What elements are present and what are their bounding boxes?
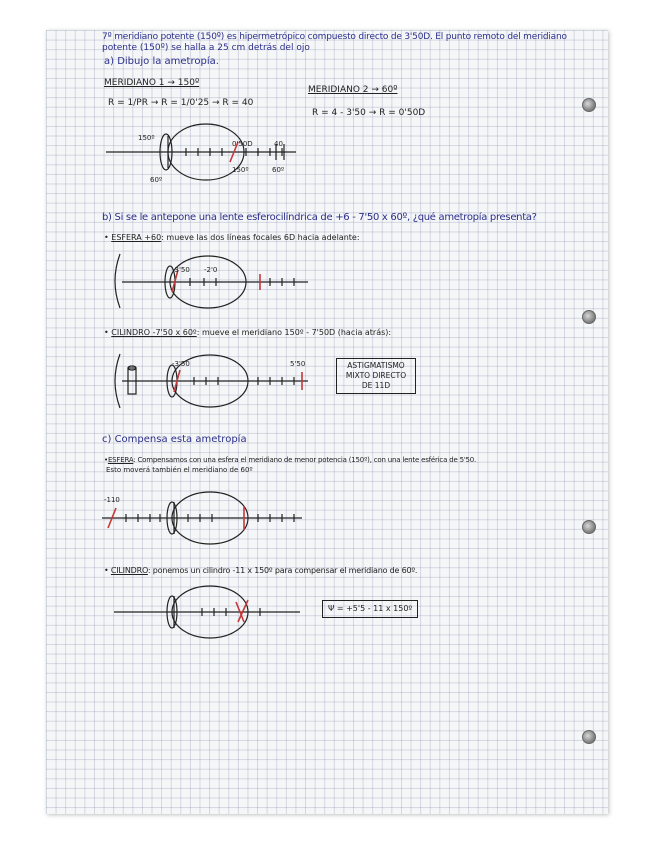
- meridiano-2-heading: MERIDIANO 2 → 60º: [308, 85, 398, 95]
- esfera-c-line: •ESFERA: Compensamos con una esfera el meridiano de menor potencia (150º), con una lente esférica de 5'50.: [104, 456, 477, 464]
- fig-a-label: 60º: [150, 176, 163, 184]
- cilindro-c-heading: CILINDRO: [110, 566, 148, 575]
- fig-b1-label: -3'50: [172, 266, 190, 274]
- fig-c1-label: -110: [104, 496, 120, 504]
- fig-b1-label: -2'0: [204, 266, 218, 274]
- header-line-1: 7º meridiano potente (150º) es hipermetrópico compuesto directo de 3'50D. El punto remoto del meridiano: [102, 32, 567, 42]
- esfera-c-heading: ESFERA: [107, 456, 134, 464]
- compensation-result-box: Ψ = +5'5 - 11 x 150º: [322, 600, 418, 618]
- fig-a-label: 40: [274, 140, 283, 148]
- section-b-title: b) Si se le antepone una lente esferocilíndrica de +6 - 7'50 x 60º, ¿qué ametropía presenta?: [102, 212, 537, 223]
- result-line: ASTIGMATISMO: [347, 361, 405, 370]
- section-c-title: c) Compensa esta ametropía: [102, 434, 247, 445]
- cilindro-c-text: : ponemos un cilindro -11 x 150º para compensar el meridiano de 60º.: [147, 566, 418, 575]
- binder-hole: [582, 98, 596, 112]
- cilindro-b-heading: CILINDRO -7'50 x 60º: [111, 328, 197, 337]
- meridiano-2-formula: R = 4 - 3'50 → R = 0'50D: [312, 108, 426, 118]
- esfera-c-text: : Compensamos con una esfera el meridiano de menor potencia (150º), con una lente esférica de 5'50.: [133, 456, 477, 464]
- fig-b2-label: 5'50: [290, 360, 306, 368]
- section-a-title: a) Dibujo la ametropía.: [104, 56, 219, 67]
- eye-diagram-c2: [110, 584, 310, 644]
- fig-b2-label: -3'50: [172, 360, 190, 368]
- esfera-c-text-2: Esto moverá también el meridiano de 60º: [106, 466, 253, 474]
- meridiano-1-heading: MERIDIANO 1 → 150º: [104, 78, 200, 88]
- fig-a-label: 0'50D: [232, 140, 253, 148]
- meridiano-1-formula: R = 1/PR → R = 1/0'25 → R = 40: [108, 98, 254, 108]
- eye-diagram-a: [106, 128, 306, 188]
- cilindro-b-text: : mueve el meridiano 150º - 7'50D (hacia atrás):: [196, 328, 392, 337]
- fig-a-label: 150º: [138, 134, 155, 142]
- esfera-b-heading: ESFERA +60: [111, 233, 162, 242]
- cilindro-b-line: • CILINDRO -7'50 x 60º: mueve el meridiano 150º - 7'50D (hacia atrás):: [104, 328, 392, 337]
- binder-hole: [582, 310, 596, 324]
- eye-diagram-c1: [102, 484, 312, 546]
- esfera-b-line: • ESFERA +60: mueve las dos líneas focales 6D hacia adelante:: [104, 233, 360, 242]
- result-line: DE 11D: [361, 381, 391, 390]
- fig-a-label: 60º: [272, 166, 285, 174]
- eye-diagram-b2: [108, 348, 318, 414]
- eye-diagram-b1: [108, 248, 308, 314]
- fig-a-label: 150º: [232, 166, 249, 174]
- binder-hole: [582, 520, 596, 534]
- header-line-2: potente (150º) se halla a 25 cm detrás del ojo: [102, 43, 310, 53]
- binder-hole: [582, 730, 596, 744]
- notebook-page: [46, 30, 608, 814]
- astigmatism-result-box: [336, 358, 416, 394]
- esfera-b-text: : mueve las dos líneas focales 6D hacia adelante:: [161, 233, 360, 242]
- result-line: MIXTO DIRECTO: [345, 371, 407, 380]
- cilindro-c-line: • CILINDRO: ponemos un cilindro -11 x 150º para compensar el meridiano de 60º.: [104, 566, 418, 575]
